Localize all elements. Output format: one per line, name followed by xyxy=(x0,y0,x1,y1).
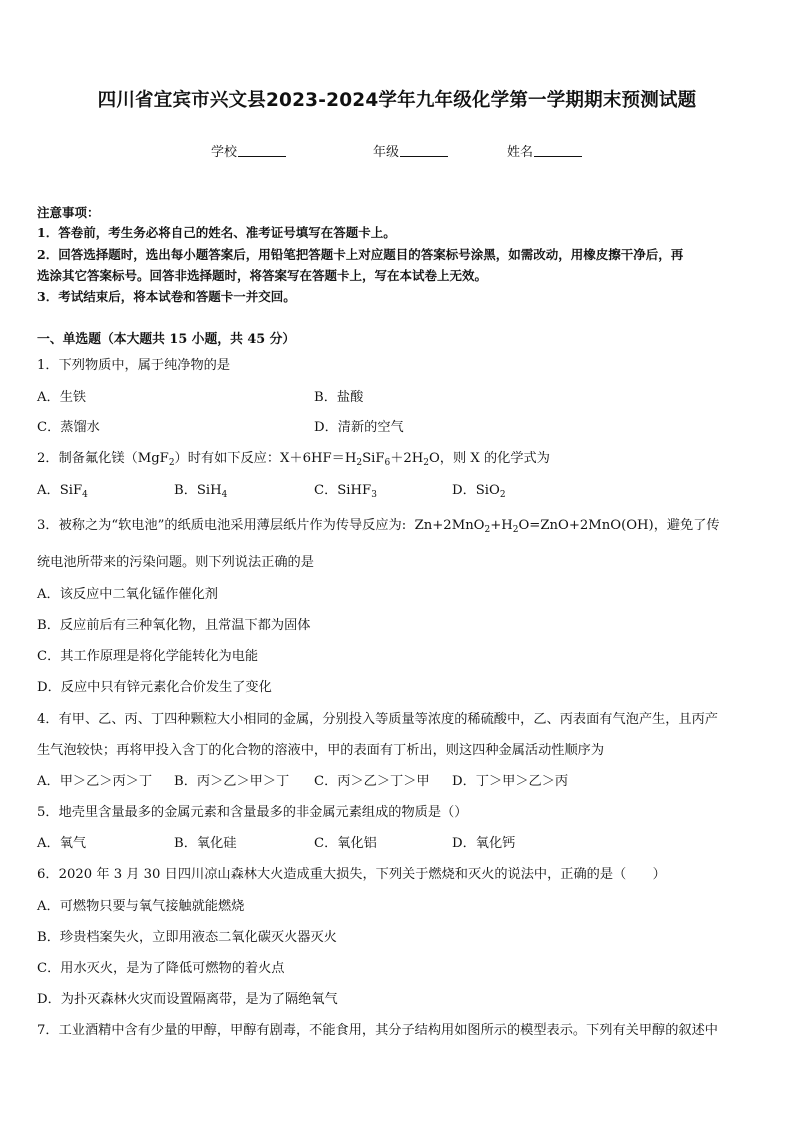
q4-option-b[interactable]: B．丙＞乙＞甲＞丁 xyxy=(174,774,290,789)
q6-stem: 6．2020 年 3 月 30 日四川凉山森林大火造成重大损失，下列关于燃烧和灭火的说法中，正确的是（ ） xyxy=(37,867,666,882)
page-title: 四川省宜宾市兴文县2023-2024学年九年级化学第一学期期末预测试题 xyxy=(97,90,697,111)
q4-option-c[interactable]: C．丙＞乙＞丁＞甲 xyxy=(314,774,430,789)
name-blank[interactable] xyxy=(534,144,582,157)
q3-option-c[interactable]: C．其工作原理是将化学能转化为电能 xyxy=(37,649,259,664)
q2-option-d[interactable]: D．SiO$_2$ xyxy=(452,483,506,501)
notes-heading: 注意事项： xyxy=(37,205,100,220)
grade-blank[interactable] xyxy=(400,144,448,157)
q3-option-b[interactable]: B．反应前后有三种氧化物，且常温下都为固体 xyxy=(37,618,311,633)
q2-option-a[interactable]: A．SiF$_4$ xyxy=(37,483,88,501)
q1-option-b[interactable]: B．盐酸 xyxy=(314,390,364,405)
notes-item: 2．回答选择题时，选出每小题答案后，用铅笔把答题卡上对应题目的答案标号涂黑，如需改动，用橡皮擦干净后，再 xyxy=(37,247,684,262)
q1-option-c[interactable]: C．蒸馏水 xyxy=(37,420,100,435)
q3-stem-line2: 统电池所带来的污染问题。则下列说法正确的是 xyxy=(37,555,314,570)
q1-option-d[interactable]: D．清新的空气 xyxy=(314,420,404,435)
school-field[interactable] xyxy=(211,141,286,160)
grade-label: 年级 xyxy=(373,145,400,160)
q3-option-d[interactable]: D．反应中只有锌元素化合价发生了变化 xyxy=(37,680,272,695)
q3-stem-line1: 3．被称之为“软电池”的纸质电池采用薄层纸片作为传导反应为: $Zn+2MnO_2+H_2O=ZnO+2MnO(OH)$，避免了传 xyxy=(37,518,720,536)
q1-option-a[interactable]: A．生铁 xyxy=(37,390,87,405)
q5-option-a[interactable]: A．氧气 xyxy=(37,836,87,851)
q4-option-a[interactable]: A．甲＞乙＞丙＞丁 xyxy=(37,774,153,789)
q5-option-d[interactable]: D．氧化钙 xyxy=(452,836,516,851)
school-blank[interactable] xyxy=(238,144,286,157)
notes-item: 3．考试结束后，将本试卷和答题卡一并交回。 xyxy=(37,289,296,304)
notes-item: 1．答卷前，考生务必将自己的姓名、准考证号填写在答题卡上。 xyxy=(37,225,396,240)
school-label: 学校 xyxy=(211,145,238,160)
q5-stem: 5．地壳里含量最多的金属元素和含量最多的非金属元素组成的物质是（） xyxy=(37,805,468,820)
q6-option-d[interactable]: D．为扑灭森林火灾而设置隔离带，是为了隔绝氧气 xyxy=(37,992,338,1007)
grade-field[interactable] xyxy=(373,141,448,160)
q6-option-c[interactable]: C．用水灭火，是为了降低可燃物的着火点 xyxy=(37,961,285,976)
q6-option-a[interactable]: A．可燃物只要与氧气接触就能燃烧 xyxy=(37,899,245,914)
q4-option-d[interactable]: D．丁＞甲＞乙＞丙 xyxy=(452,774,569,789)
q2-option-b[interactable]: B．SiH$_4$ xyxy=(174,483,228,501)
q3-option-a[interactable]: A．该反应中二氧化锰作催化剂 xyxy=(37,587,218,602)
q7-stem: 7．工业酒精中含有少量的甲醇，甲醇有剧毒，不能食用，其分子结构用如图所示的模型表示。下列有关甲醇的叙述中 xyxy=(37,1023,718,1038)
q4-stem-line1: 4．有甲、乙、丙、丁四种颗粒大小相同的金属，分别投入等质量等浓度的稀硫酸中，乙、丙表面有气泡产生，且丙产 xyxy=(37,712,718,727)
q6-option-b[interactable]: B．珍贵档案失火，立即用液态二氧化碳灭火器灭火 xyxy=(37,930,337,945)
q4-stem-line2: 生气泡较快；再将甲投入含丁的化合物的溶液中，甲的表面有丁析出，则这四种金属活动性顺序为 xyxy=(37,743,605,758)
q3-equation: $Zn+2MnO_2+H_2O=ZnO+2MnO(OH)$ xyxy=(414,518,654,536)
name-label: 姓名 xyxy=(507,145,534,160)
notes-item: 选涂其它答案标号。回答非选择题时，将答案写在答题卡上，写在本试卷上无效。 xyxy=(37,268,488,283)
q2-stem: 2．制备氟化镁（MgF$_2$）时有如下反应：$X+6HF=H_2SiF_6+2H_2O$，则 X 的化学式为 xyxy=(37,451,550,469)
q2-option-c[interactable]: C．SiHF$_3$ xyxy=(314,483,377,501)
section-heading: 一、单选题（本大题共 15 小题，共 45 分） xyxy=(37,332,296,347)
q5-option-b[interactable]: B．氧化硅 xyxy=(174,836,237,851)
name-field[interactable] xyxy=(507,141,582,160)
q5-option-c[interactable]: C．氧化铝 xyxy=(314,836,377,851)
q1-stem: 1．下列物质中，属于纯净物的是 xyxy=(37,358,231,373)
